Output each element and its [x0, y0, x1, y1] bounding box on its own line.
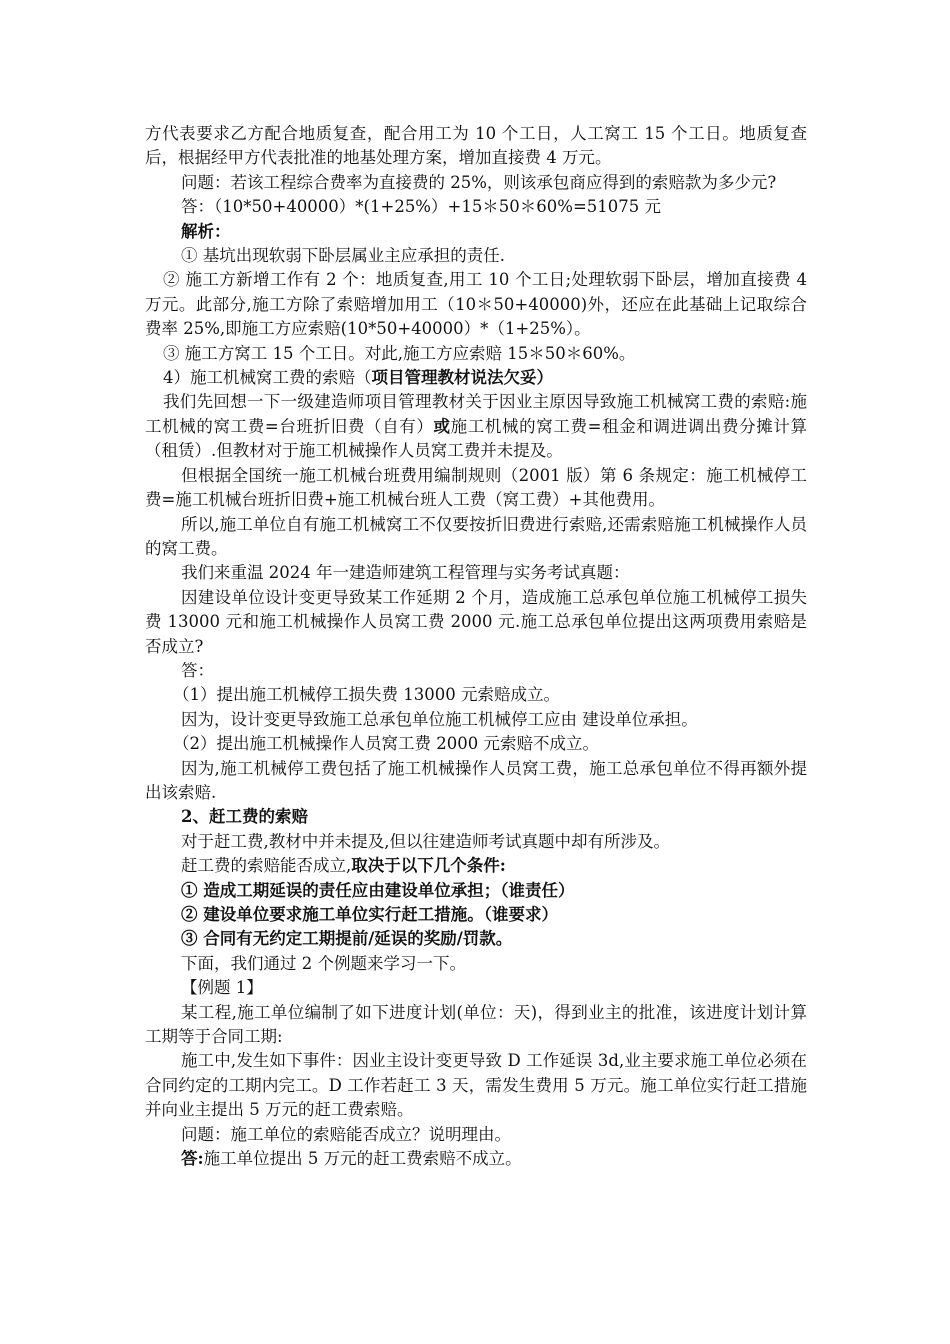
paragraph-example-1-setup: 某工程,施工单位编制了如下进度计划(单位：天)，得到业主的批准，该进度计划计算工期等于合同工期:: [145, 1002, 807, 1047]
example-1-answer-text: 施工单位提出 5 万元的赶工费索赔不成立。: [203, 1149, 522, 1169]
paragraph-question-1: 问题：若该工程综合费率为直接费的 25%，则该承包商应得到的索赔款为多少元?: [181, 172, 777, 192]
paragraph-example-1-answer: [145, 1147, 807, 1171]
textbook-recall-part-2: 施工机械的窝工费=租金和调进调出费分摊计算（租赁）.但教材对于施工机械操作人员窝工费并未提及。: [145, 416, 808, 461]
paragraph-example-1-event: 施工中,发生如下事件：因业主设计变更导致 D 工作延误 3d,业主要求施工单位必须在合同约定的工期内完工。D 工作若赶工 3 天，需发生费用 5 万元。施工单位实行赶工措施并向业主提出 5 万元的赶工费索赔。: [145, 1051, 807, 1120]
condition-item-3: ③ 合同有无约定工期提前/延误的奖励/罚款。: [181, 929, 513, 949]
paragraph-regulation: 但根据全国统一施工机械台班费用编制规则（2001 版）第 6 条规定：施工机械停工费=施工机械台班折旧费+施工机械台班人工费（窝工费）+其他费用。: [145, 465, 807, 510]
paragraph-exam-answer-2: （2）提出施工机械操作人员窝工费 2000 元索赔不成立。: [173, 734, 599, 754]
condition-item-2: ② 建设单位要求施工单位实行赶工措施。（谁要求）: [181, 905, 558, 924]
heading-analysis: 解析：: [181, 221, 231, 241]
section-heading-machinery-idle-prefix: 4）施工机械窝工费的索赔（: [163, 368, 372, 388]
paragraph-rush-intro: 对于赶工费,教材中并未提及,但以往建造师考试真题中却有所涉及。: [181, 831, 670, 851]
paragraph-exam-question: 因建设单位设计变更导致某工作延期 2 个月，造成施工总承包单位施工机械停工损失费 13000 元和施工机械操作人员窝工费 2000 元.施工总承包单位提出这两项费用索赔是否成立?: [145, 587, 807, 656]
rush-conditions-lead-bold: 取决于以下几个条件:: [351, 856, 506, 876]
analysis-item-2: ② 施工方新增工作有 2 个：地质复查,用工 10 个工日;处理软弱下卧层，增加直接费 4 万元。此部分,施工方除了索赔增加用工（10＊50+40000)外，还应在此基础上记取综合费率 25%,即施工方应索赔(10*50+40000）*（1+25%）。: [145, 270, 807, 339]
analysis-item-1: ① 基坑出现软弱下卧层属业主应承担的责任.: [181, 246, 505, 266]
paragraph-exam-intro: 我们来重温 2024 年一建造师建筑工程管理与实务考试真题：: [181, 563, 630, 583]
paragraph-examples-intro: 下面，我们通过 2 个例题来学习一下。: [181, 953, 466, 973]
paragraph-textbook-recall: [145, 390, 807, 463]
paragraph-exam-answer-1: （1）提出施工机械停工损失费 13000 元索赔成立。: [173, 685, 560, 705]
paragraph-geology-context: 方代表要求乙方配合地质复查，配合用工为 10 个工日，人工窝工 15 个工日。地质复查后，根据经甲方代表批准的地基处理方案，增加直接费 4 万元。: [145, 124, 807, 168]
section-heading-machinery-idle-note: 项目管理教材说法欠妥）: [371, 368, 553, 388]
paragraph-conclusion-machinery: 所以,施工单位自有施工机械窝工不仅要按折旧费进行索赔,还需索赔施工机械操作人员的窝工费。: [145, 514, 807, 558]
paragraph-exam-reason-2: 因为,施工机械停工费包括了施工机械操作人员窝工费，施工总承包单位不得再额外提出该索赔.: [145, 758, 807, 802]
analysis-item-3: ③ 施工方窝工 15 个工日。对此,施工方应索赔 15＊50＊60%。: [163, 343, 636, 363]
textbook-recall-or: 或: [433, 416, 451, 436]
condition-item-1: ① 造成工期延误的责任应由建设单位承担；（谁责任）: [181, 880, 575, 900]
paragraph-rush-conditions: [145, 854, 807, 878]
section-heading-rush-fee: 2、赶工费的索赔: [181, 807, 308, 827]
paragraph-exam-answer-label: 答：: [181, 660, 214, 680]
paragraph-example-1-question: 问题：施工单位的索赔能否成立？说明理由。: [181, 1124, 511, 1144]
rush-conditions-lead: 赶工费的索赔能否成立,: [181, 856, 352, 876]
paragraph-answer-1: 答：（10*50+40000）*(1+25%）+15＊50＊60%=51075 元: [181, 197, 662, 217]
document-body: [145, 122, 807, 1171]
textbook-recall-part-1: 我们先回想一下一级建造师项目管理教材关于因业主原因导致施工机械窝工费的索赔:施工机械的窝工费=台班折旧费（自有）: [145, 392, 807, 436]
paragraph-exam-reason-1: 因为，设计变更导致施工总承包单位施工机械停工应由 建设单位承担。: [181, 709, 698, 729]
example-1-answer-label: 答:: [181, 1149, 204, 1169]
section-heading-machinery-idle: [145, 366, 807, 390]
heading-example-1: 【例题 1】: [181, 978, 263, 998]
